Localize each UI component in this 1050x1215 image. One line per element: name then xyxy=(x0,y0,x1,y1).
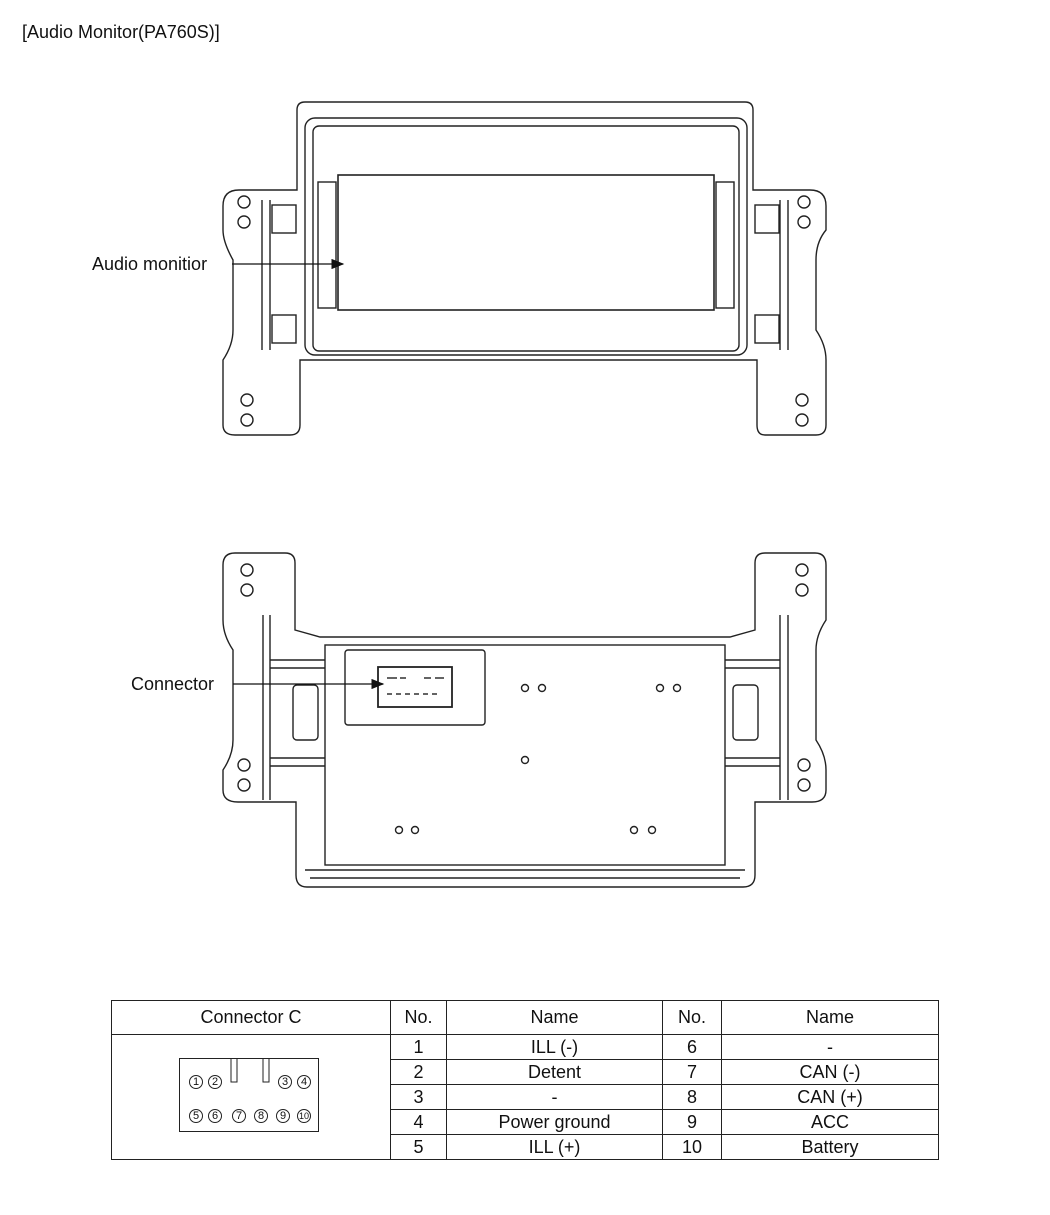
front-view xyxy=(223,102,826,435)
cell-no-b: 7 xyxy=(663,1060,722,1085)
pin-5: 5 xyxy=(189,1109,203,1123)
pin-8: 8 xyxy=(254,1109,268,1123)
cell-no-a: 2 xyxy=(391,1060,447,1085)
screen xyxy=(338,175,714,310)
cell-name-a: Power ground xyxy=(447,1110,663,1135)
pin-3: 3 xyxy=(278,1075,292,1089)
cell-no-a: 4 xyxy=(391,1110,447,1135)
pin-9: 9 xyxy=(276,1109,290,1123)
rear-housing xyxy=(325,645,725,865)
audio-monitor-label: Audio monitior xyxy=(92,254,208,274)
cell-no-b: 8 xyxy=(663,1085,722,1110)
cell-name-a: - xyxy=(447,1085,663,1110)
cell-name-b: - xyxy=(722,1035,939,1060)
table-row xyxy=(112,1035,939,1060)
cell-no-a: 5 xyxy=(391,1135,447,1160)
cell-name-b: Battery xyxy=(722,1135,939,1160)
connector-face-cell xyxy=(112,1035,391,1160)
front-housing xyxy=(305,118,747,355)
cell-no-b: 10 xyxy=(663,1135,722,1160)
connector-face xyxy=(179,1058,319,1132)
header-no-a: No. xyxy=(391,1001,447,1035)
pin-6: 6 xyxy=(208,1109,222,1123)
cell-name-b: CAN (-) xyxy=(722,1060,939,1085)
pin-7: 7 xyxy=(232,1109,246,1123)
cell-no-b: 6 xyxy=(663,1035,722,1060)
connector-plug xyxy=(378,667,452,707)
rear-view xyxy=(223,553,826,887)
cell-name-a: ILL (-) xyxy=(447,1035,663,1060)
table-header-row xyxy=(112,1001,939,1035)
pin-4: 4 xyxy=(297,1075,311,1089)
diagram-title: [Audio Monitor(PA760S)] xyxy=(22,22,220,42)
pin-10: 10 xyxy=(298,1111,309,1121)
cell-name-b: ACC xyxy=(722,1110,939,1135)
cell-no-b: 9 xyxy=(663,1110,722,1135)
header-connector: Connector C xyxy=(112,1001,391,1035)
connector-label: Connector xyxy=(131,674,215,694)
header-name-a: Name xyxy=(447,1001,663,1035)
cell-no-a: 1 xyxy=(391,1035,447,1060)
cell-no-a: 3 xyxy=(391,1085,447,1110)
header-name-b: Name xyxy=(722,1001,939,1035)
pin-1: 1 xyxy=(189,1075,203,1089)
connector-pin-table xyxy=(111,1000,939,1160)
cell-name-a: Detent xyxy=(447,1060,663,1085)
rear-bracket-outline xyxy=(223,553,826,887)
pin-2: 2 xyxy=(208,1075,222,1089)
header-no-b: No. xyxy=(663,1001,722,1035)
cell-name-b: CAN (+) xyxy=(722,1085,939,1110)
cell-name-a: ILL (+) xyxy=(447,1135,663,1160)
